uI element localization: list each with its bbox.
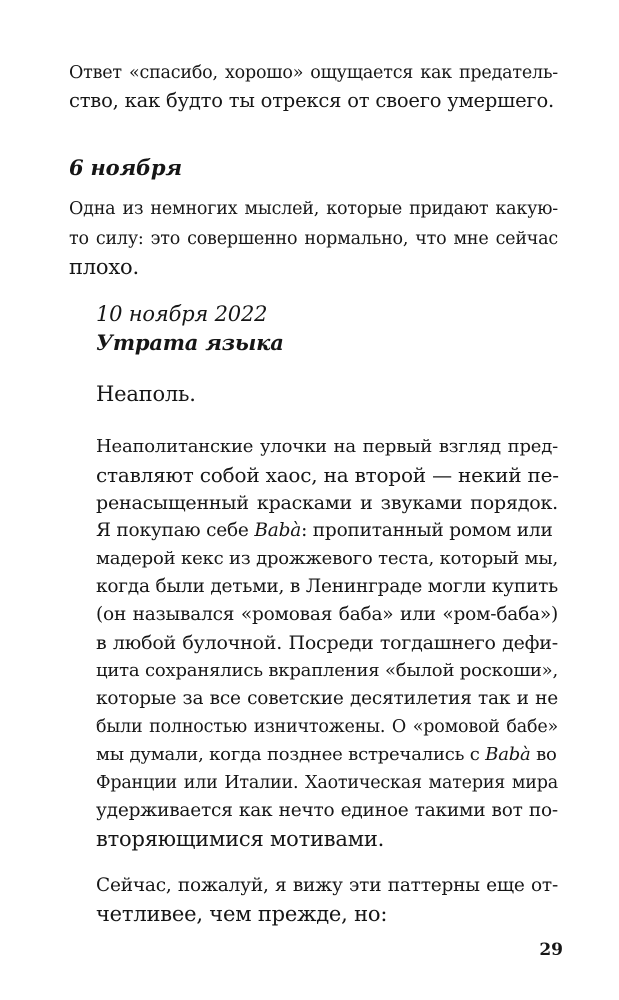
text-line: в любой булочной. Посреди тогдашнего дефи- — [96, 632, 558, 654]
text-line: Сейчас, пожалуй, я вижу эти паттерны еще от- — [96, 875, 558, 896]
text-line: удерживается как нечто единое такими вот по- — [96, 800, 558, 821]
text-segment: Babà — [254, 520, 302, 541]
text-line: Одна из немногих мыслей, которые придают какую- — [69, 199, 558, 219]
text-line — [96, 742, 558, 768]
entry-title: Утрата языка — [96, 330, 284, 355]
text-segment: Я покупаю себе — [96, 520, 255, 541]
text-line: ренасыщенный красками и звуками порядок. — [96, 492, 558, 514]
text-line: плохо. — [69, 255, 139, 279]
text-line: четливее, чем прежде, но: — [96, 902, 388, 926]
text-line: то силу: это совершенно нормально, что мне сейчас — [69, 229, 558, 249]
text-line — [96, 518, 558, 544]
text-line: вторяющимися мотивами. — [96, 827, 385, 851]
text-segment: : пропитанный ромом или — [301, 520, 553, 541]
text-line: цита сохранялись вкрапления «былой роскоши», — [96, 660, 558, 681]
text-line: Ответ «спасибо, хорошо» ощущается как предатель- — [69, 63, 558, 83]
text-line: были полностью изничтожены. О «ромовой бабе» — [96, 717, 558, 737]
text-segment: мы думали, когда позднее встречались с — [96, 744, 486, 765]
section-heading: 6 ноября — [69, 155, 182, 180]
text-line: Неаполь. — [96, 382, 196, 406]
text-line: мадерой кекс из дрожжевого теста, который мы, — [96, 548, 558, 569]
text-segment: во — [530, 744, 557, 765]
text-line: ство, как будто ты отрекся от своего умершего. — [69, 89, 554, 112]
text-line: ставляют собой хаос, на второй — некий пе- — [96, 463, 559, 487]
text-line: когда были детьми, в Ленинграде могли купить — [96, 576, 558, 597]
page-number: 29 — [539, 940, 563, 960]
text-line: Франции или Италии. Хаотическая материя мира — [96, 773, 558, 793]
text-line: Неаполитанские улочки на первый взгляд пред- — [96, 436, 558, 457]
text-line: (он назывался «ромовая баба» или «ром-баба») — [96, 604, 558, 625]
entry-date: 10 ноября 2022 — [96, 302, 268, 326]
text-segment: Babà — [485, 744, 531, 765]
text-line: которые за все советские десятилетия так и не — [96, 688, 558, 709]
